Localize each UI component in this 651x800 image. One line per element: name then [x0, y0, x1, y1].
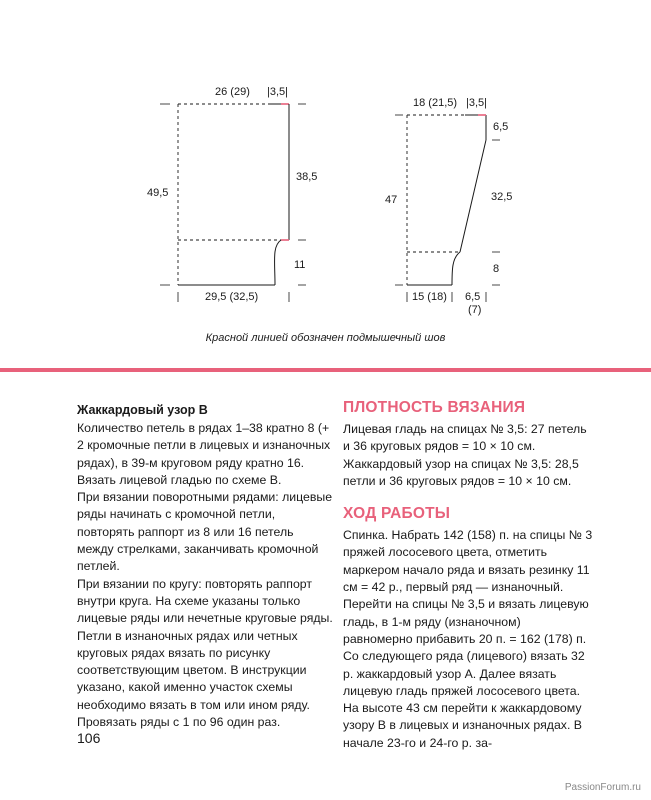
gauge-paragraph: Жаккардовый узор на спицах № 3,5: 28,5 петли и 36 круговых рядов = 10 × 10 см.: [343, 456, 579, 488]
back-piece: [160, 104, 306, 302]
instructions-paragraph: Спинка. Набрать 142 (158) п. на спицы № 3 пряжей лососевого цвета, отметить маркером начало ряда и вязать резинку 11 см = 42 р., первый ряд — изнаночный. Перейти на спицы № 3,5 и вязать лицевую гладь, в 1-м ряду (изнаночном) равномерно прибавить 20 п. = 162 (178) п. Со следующего ряда (лицевого) вязать 32 р. жаккардовый узор А. Далее вязать лицевую гладь пряжей лососевого цвета. На высоте 43 см перейти к жаккардовому узору В в лицевых и изнаночных рядах. В начале 23-го и 24-го р. за-: [343, 528, 593, 750]
sleeve-bottom-side: 6,5: [465, 291, 481, 303]
back-side-upper: 38,5: [296, 171, 318, 183]
jacquard-heading: Жаккардовый узор В: [77, 403, 208, 417]
left-column: [77, 402, 333, 731]
left-paragraph: При вязании по кругу: повторять раппорт внутри круга. На схеме указаны только лицевые ряды или нечетные круговые ряды.: [77, 576, 333, 626]
left-paragraph: При вязании поворотными рядами: лицевые ряды начинать с кромочной петли, повторять раппорт из 8 или 16 петель между стрелками, заканчивать кромочной петлей.: [77, 490, 333, 574]
diagram-area: [0, 0, 651, 370]
sleeve-side-upper: 32,5: [491, 191, 513, 203]
page-number: 106: [77, 730, 101, 746]
sleeve-top-side: |3,5|: [466, 97, 488, 109]
instructions-text: [343, 527, 593, 752]
sleeve-side-lower: 8: [493, 263, 500, 275]
back-bottom-width: 29,5 (32,5): [205, 291, 259, 303]
gauge-text: [343, 421, 593, 490]
right-column: [343, 398, 593, 752]
gauge-title: ПЛОТНОСТЬ ВЯЗАНИЯ: [343, 399, 526, 416]
left-paragraph: Петли в изнаночных рядах или четных круговых рядах вязать по рисунку соответствующим цветом. В инструкции указано, какой именно участок схемы необходимо вязать в том или ином ряду. Провязать ряды с 1 по 96 один раз.: [77, 628, 310, 730]
back-top-width: 26 (29): [215, 86, 250, 98]
sleeve-top-width: 18 (21,5): [413, 97, 458, 109]
sleeve-piece: [395, 115, 500, 302]
sleeve-bottom-side-alt: (7): [468, 304, 482, 316]
section-divider: [0, 368, 651, 372]
instructions-title: ХОД РАБОТЫ: [343, 505, 451, 523]
sleeve-total-height: 47: [385, 194, 398, 206]
sleeve-bottom-width: 15 (18): [412, 291, 447, 303]
schematic-diagram: [0, 0, 651, 330]
watermark: PassionForum.ru: [564, 782, 641, 793]
left-text: [77, 420, 333, 731]
gauge-paragraph: Лицевая гладь на спицах № 3,5: 27 петель и 36 круговых рядов = 10 × 10 см.: [343, 422, 587, 454]
back-total-height: 49,5: [147, 187, 169, 199]
sleeve-cap: 6,5: [493, 121, 509, 133]
left-paragraph: Количество петель в рядах 1–38 кратно 8 (+ 2 кромочные петли в лицевых и изнаночных рядах), в 39-м круговом ряду кратно 16. Вязать лицевой гладью по схеме В.: [77, 421, 331, 487]
back-top-side: |3,5|: [267, 86, 289, 98]
back-side-lower: 11: [294, 259, 306, 271]
diagram-caption: Красной линией обозначен подмышечный шов: [205, 332, 446, 344]
